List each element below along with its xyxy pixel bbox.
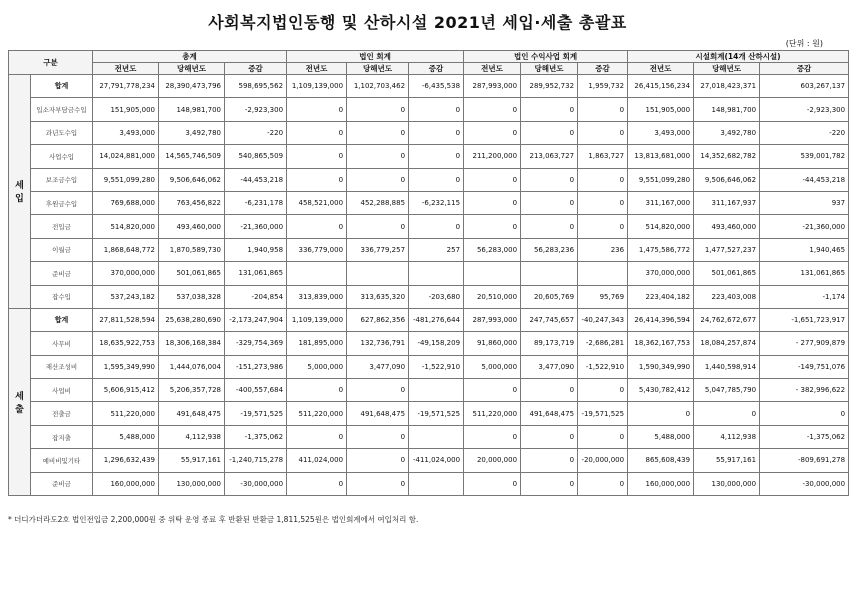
value-cell: -20,000,000 <box>578 449 628 472</box>
value-cell: -19,571,525 <box>225 402 287 425</box>
section-label: 세 입 <box>9 75 31 309</box>
header-group-total: 총계 <box>93 51 287 63</box>
header-row-subs <box>9 63 849 75</box>
value-cell: 0 <box>521 449 578 472</box>
header-sub-prev: 전년도 <box>628 63 694 75</box>
value-cell: 537,243,182 <box>93 285 159 308</box>
value-cell: -809,691,278 <box>760 449 849 472</box>
value-cell: 1,595,349,990 <box>93 355 159 378</box>
row-label: 전출금 <box>31 402 93 425</box>
value-cell: 336,779,000 <box>287 238 347 261</box>
value-cell: 0 <box>347 98 409 121</box>
summary-table <box>8 50 849 496</box>
table-row <box>9 402 849 425</box>
value-cell: 4,112,938 <box>159 425 225 448</box>
value-cell: 0 <box>464 98 521 121</box>
value-cell: 9,551,099,280 <box>628 168 694 191</box>
value-cell: 1,863,727 <box>578 145 628 168</box>
value-cell: 0 <box>578 98 628 121</box>
table-row <box>9 262 849 285</box>
table-row <box>9 308 849 331</box>
value-cell: 411,024,000 <box>287 449 347 472</box>
value-cell: 28,390,473,796 <box>159 75 225 98</box>
table-row <box>9 98 849 121</box>
value-cell: 0 <box>464 191 521 214</box>
header-sub-curr: 당해년도 <box>521 63 578 75</box>
value-cell: 0 <box>347 379 409 402</box>
value-cell: 14,565,746,509 <box>159 145 225 168</box>
row-label: 예비비및기타 <box>31 449 93 472</box>
value-cell: -481,276,644 <box>409 308 464 331</box>
value-cell: 130,000,000 <box>159 472 225 495</box>
value-cell: 5,000,000 <box>464 355 521 378</box>
value-cell <box>409 425 464 448</box>
value-cell: -400,557,684 <box>225 379 287 402</box>
value-cell: 0 <box>521 121 578 144</box>
value-cell: 289,952,732 <box>521 75 578 98</box>
value-cell: 0 <box>347 168 409 191</box>
row-label: 준비금 <box>31 472 93 495</box>
value-cell: -1,651,723,917 <box>760 308 849 331</box>
value-cell: 9,551,099,280 <box>93 168 159 191</box>
value-cell: 4,112,938 <box>694 425 760 448</box>
value-cell: 540,865,509 <box>225 145 287 168</box>
value-cell: 1,477,527,237 <box>694 238 760 261</box>
value-cell: -203,680 <box>409 285 464 308</box>
value-cell: - 382,996,622 <box>760 379 849 402</box>
value-cell: 458,521,000 <box>287 191 347 214</box>
value-cell: 311,167,937 <box>694 191 760 214</box>
value-cell: -30,000,000 <box>760 472 849 495</box>
value-cell: 56,283,236 <box>521 238 578 261</box>
value-cell: 3,492,780 <box>694 121 760 144</box>
header-sub-prev: 전년도 <box>93 63 159 75</box>
value-cell: -21,360,000 <box>760 215 849 238</box>
value-cell: 287,993,000 <box>464 75 521 98</box>
value-cell: 0 <box>409 145 464 168</box>
value-cell <box>287 262 347 285</box>
value-cell: 27,811,528,594 <box>93 308 159 331</box>
header-sub-prev: 전년도 <box>287 63 347 75</box>
value-cell: 0 <box>521 191 578 214</box>
value-cell: -151,273,986 <box>225 355 287 378</box>
unit-label: (단위 : 원) <box>785 39 823 48</box>
value-cell: 937 <box>760 191 849 214</box>
header-group-facility: 시설회계(14개 산하시설) <box>628 51 849 63</box>
value-cell: 0 <box>464 379 521 402</box>
value-cell: 26,415,156,234 <box>628 75 694 98</box>
value-cell: 1,590,349,990 <box>628 355 694 378</box>
value-cell: -1,375,062 <box>760 425 849 448</box>
value-cell: 493,460,000 <box>159 215 225 238</box>
value-cell: 0 <box>521 168 578 191</box>
value-cell: 0 <box>409 121 464 144</box>
value-cell <box>409 379 464 402</box>
value-cell: 0 <box>347 145 409 168</box>
value-cell: 1,870,589,730 <box>159 238 225 261</box>
value-cell: 313,839,000 <box>287 285 347 308</box>
row-label: 재산조성비 <box>31 355 93 378</box>
value-cell: 1,109,139,000 <box>287 75 347 98</box>
value-cell: 5,206,357,728 <box>159 379 225 402</box>
value-cell: 5,047,785,790 <box>694 379 760 402</box>
value-cell: 0 <box>287 472 347 495</box>
value-cell: -2,173,247,904 <box>225 308 287 331</box>
value-cell: 1,109,139,000 <box>287 308 347 331</box>
value-cell: 160,000,000 <box>628 472 694 495</box>
value-cell: 18,635,922,753 <box>93 332 159 355</box>
value-cell: 160,000,000 <box>93 472 159 495</box>
value-cell: 0 <box>287 379 347 402</box>
table-row <box>9 215 849 238</box>
value-cell: 18,084,257,874 <box>694 332 760 355</box>
value-cell: 223,404,182 <box>628 285 694 308</box>
header-sub-diff: 증감 <box>760 63 849 75</box>
value-cell: -1,375,062 <box>225 425 287 448</box>
value-cell: 493,460,000 <box>694 215 760 238</box>
value-cell: 223,403,008 <box>694 285 760 308</box>
value-cell: -204,854 <box>225 285 287 308</box>
value-cell: 1,444,076,004 <box>159 355 225 378</box>
table-row <box>9 75 849 98</box>
section-label: 세 출 <box>9 308 31 495</box>
value-cell: - 277,909,879 <box>760 332 849 355</box>
value-cell: 0 <box>760 402 849 425</box>
value-cell: 0 <box>578 472 628 495</box>
value-cell: 0 <box>287 98 347 121</box>
value-cell: 9,506,646,062 <box>694 168 760 191</box>
value-cell: 311,167,000 <box>628 191 694 214</box>
value-cell: 511,220,000 <box>93 402 159 425</box>
value-cell: 0 <box>694 402 760 425</box>
value-cell: 0 <box>521 215 578 238</box>
value-cell: 148,981,700 <box>694 98 760 121</box>
value-cell: 236 <box>578 238 628 261</box>
value-cell <box>409 472 464 495</box>
value-cell <box>347 262 409 285</box>
value-cell <box>521 262 578 285</box>
value-cell: 370,000,000 <box>628 262 694 285</box>
header-group-corp: 법인 회계 <box>287 51 464 63</box>
header-group-profit: 법인 수익사업 회계 <box>464 51 628 63</box>
value-cell: 0 <box>409 168 464 191</box>
value-cell: 769,688,000 <box>93 191 159 214</box>
value-cell: -1,522,910 <box>578 355 628 378</box>
value-cell: 14,024,881,000 <box>93 145 159 168</box>
value-cell: 3,492,780 <box>159 121 225 144</box>
value-cell: 5,488,000 <box>628 425 694 448</box>
value-cell: 213,063,727 <box>521 145 578 168</box>
header-sub-diff: 증감 <box>578 63 628 75</box>
value-cell: 20,605,769 <box>521 285 578 308</box>
value-cell: 539,001,782 <box>760 145 849 168</box>
value-cell: 9,506,646,062 <box>159 168 225 191</box>
value-cell: -40,247,343 <box>578 308 628 331</box>
footnote: * 더디가더라도2호 법인전입금 2,200,000원 중 위탁 운영 종료 후 반환된 반환금 1,811,525원은 법인회계에서 여입처리 함. <box>8 515 419 524</box>
value-cell: 91,860,000 <box>464 332 521 355</box>
value-cell: 257 <box>409 238 464 261</box>
value-cell: 313,635,320 <box>347 285 409 308</box>
value-cell: 0 <box>409 215 464 238</box>
value-cell: 287,993,000 <box>464 308 521 331</box>
value-cell: 603,267,137 <box>760 75 849 98</box>
value-cell: -411,024,000 <box>409 449 464 472</box>
value-cell: 1,102,703,462 <box>347 75 409 98</box>
table-row <box>9 238 849 261</box>
value-cell: 3,493,000 <box>93 121 159 144</box>
value-cell: 0 <box>347 215 409 238</box>
value-cell: 0 <box>628 402 694 425</box>
value-cell: 56,283,000 <box>464 238 521 261</box>
value-cell: 0 <box>287 168 347 191</box>
value-cell: 370,000,000 <box>93 262 159 285</box>
value-cell: 0 <box>578 168 628 191</box>
value-cell: 5,606,915,412 <box>93 379 159 402</box>
table-row <box>9 449 849 472</box>
value-cell: 0 <box>464 215 521 238</box>
row-label: 잡지출 <box>31 425 93 448</box>
row-label: 준비금 <box>31 262 93 285</box>
table-row <box>9 379 849 402</box>
value-cell: 211,200,000 <box>464 145 521 168</box>
row-label: 사업수입 <box>31 145 93 168</box>
value-cell: 511,220,000 <box>464 402 521 425</box>
value-cell: -19,571,525 <box>578 402 628 425</box>
row-label: 입소자부담금수입 <box>31 98 93 121</box>
table-row <box>9 355 849 378</box>
value-cell: 0 <box>578 191 628 214</box>
table-row <box>9 168 849 191</box>
table-row <box>9 145 849 168</box>
header-sub-prev: 전년도 <box>464 63 521 75</box>
value-cell: 20,000,000 <box>464 449 521 472</box>
value-cell: 0 <box>578 425 628 448</box>
value-cell: -49,158,209 <box>409 332 464 355</box>
value-cell: 1,296,632,439 <box>93 449 159 472</box>
row-label: 전입금 <box>31 215 93 238</box>
header-gubun: 구분 <box>9 51 93 75</box>
value-cell: -1,522,910 <box>409 355 464 378</box>
value-cell: 5,000,000 <box>287 355 347 378</box>
page-title: 사회복지법인동행 및 산하시설 2021년 세입·세출 총괄표 <box>208 13 627 32</box>
value-cell: -149,751,076 <box>760 355 849 378</box>
value-cell: 0 <box>347 472 409 495</box>
value-cell: 452,288,885 <box>347 191 409 214</box>
row-label: 합계 <box>31 308 93 331</box>
value-cell: 0 <box>347 121 409 144</box>
value-cell: 0 <box>409 98 464 121</box>
value-cell: 0 <box>521 98 578 121</box>
table-row <box>9 121 849 144</box>
value-cell: 0 <box>521 472 578 495</box>
value-cell: -21,360,000 <box>225 215 287 238</box>
header-sub-diff: 증감 <box>225 63 287 75</box>
table-row <box>9 191 849 214</box>
value-cell: 1,868,648,772 <box>93 238 159 261</box>
value-cell: 491,648,475 <box>159 402 225 425</box>
table-row <box>9 425 849 448</box>
value-cell: -6,435,538 <box>409 75 464 98</box>
value-cell: 95,769 <box>578 285 628 308</box>
value-cell: 13,813,681,000 <box>628 145 694 168</box>
value-cell: -1,240,715,278 <box>225 449 287 472</box>
value-cell: 151,905,000 <box>628 98 694 121</box>
value-cell: 5,488,000 <box>93 425 159 448</box>
value-cell: 514,820,000 <box>93 215 159 238</box>
row-label: 후원금수입 <box>31 191 93 214</box>
table-row <box>9 332 849 355</box>
value-cell: 131,061,865 <box>760 262 849 285</box>
value-cell: 0 <box>521 425 578 448</box>
value-cell: 491,648,475 <box>347 402 409 425</box>
header-sub-curr: 당해년도 <box>347 63 409 75</box>
value-cell: 537,038,328 <box>159 285 225 308</box>
value-cell: 148,981,700 <box>159 98 225 121</box>
value-cell: 511,220,000 <box>287 402 347 425</box>
value-cell: 89,173,719 <box>521 332 578 355</box>
value-cell <box>578 262 628 285</box>
value-cell: 0 <box>521 379 578 402</box>
row-label: 보조금수입 <box>31 168 93 191</box>
value-cell: 0 <box>464 121 521 144</box>
value-cell: 181,895,000 <box>287 332 347 355</box>
value-cell: 0 <box>578 121 628 144</box>
value-cell: 0 <box>578 215 628 238</box>
value-cell: 132,736,791 <box>347 332 409 355</box>
value-cell: 1,475,586,772 <box>628 238 694 261</box>
value-cell: 247,745,657 <box>521 308 578 331</box>
value-cell: 0 <box>287 145 347 168</box>
value-cell <box>464 262 521 285</box>
value-cell: 491,648,475 <box>521 402 578 425</box>
value-cell: 1,440,598,914 <box>694 355 760 378</box>
value-cell: -30,000,000 <box>225 472 287 495</box>
value-cell: -220 <box>760 121 849 144</box>
value-cell <box>409 262 464 285</box>
table-row <box>9 472 849 495</box>
value-cell: 25,638,280,690 <box>159 308 225 331</box>
row-label: 사무비 <box>31 332 93 355</box>
value-cell: 1,959,732 <box>578 75 628 98</box>
value-cell: 598,695,562 <box>225 75 287 98</box>
value-cell: 130,000,000 <box>694 472 760 495</box>
row-label: 잡수입 <box>31 285 93 308</box>
value-cell: 627,862,356 <box>347 308 409 331</box>
value-cell: -220 <box>225 121 287 144</box>
value-cell: -44,453,218 <box>225 168 287 191</box>
value-cell: 18,362,167,753 <box>628 332 694 355</box>
value-cell: 5,430,782,412 <box>628 379 694 402</box>
value-cell: 0 <box>287 121 347 144</box>
value-cell: -2,923,300 <box>225 98 287 121</box>
value-cell: 0 <box>287 425 347 448</box>
value-cell: 0 <box>464 425 521 448</box>
value-cell: 18,306,168,384 <box>159 332 225 355</box>
value-cell: 865,608,439 <box>628 449 694 472</box>
value-cell: 501,061,865 <box>694 262 760 285</box>
value-cell: 336,779,257 <box>347 238 409 261</box>
header-row-groups <box>9 51 849 63</box>
value-cell: -2,686,281 <box>578 332 628 355</box>
value-cell: 3,477,090 <box>347 355 409 378</box>
value-cell: 14,352,682,782 <box>694 145 760 168</box>
value-cell: 0 <box>578 379 628 402</box>
value-cell: 131,061,865 <box>225 262 287 285</box>
value-cell: 1,940,465 <box>760 238 849 261</box>
value-cell: 501,061,865 <box>159 262 225 285</box>
value-cell: 27,018,423,371 <box>694 75 760 98</box>
value-cell: -6,232,115 <box>409 191 464 214</box>
table-row <box>9 285 849 308</box>
value-cell: 0 <box>347 425 409 448</box>
value-cell: 0 <box>464 472 521 495</box>
value-cell: -19,571,525 <box>409 402 464 425</box>
value-cell: 151,905,000 <box>93 98 159 121</box>
value-cell: -329,754,369 <box>225 332 287 355</box>
header-sub-curr: 당해년도 <box>159 63 225 75</box>
value-cell: 24,762,672,677 <box>694 308 760 331</box>
value-cell: -6,231,178 <box>225 191 287 214</box>
value-cell: 26,414,396,594 <box>628 308 694 331</box>
value-cell: 27,791,778,234 <box>93 75 159 98</box>
row-label: 사업비 <box>31 379 93 402</box>
value-cell: 0 <box>347 449 409 472</box>
value-cell: 0 <box>464 168 521 191</box>
value-cell: -2,923,300 <box>760 98 849 121</box>
value-cell: 514,820,000 <box>628 215 694 238</box>
header-sub-curr: 당해년도 <box>694 63 760 75</box>
value-cell: 55,917,161 <box>694 449 760 472</box>
value-cell: -44,453,218 <box>760 168 849 191</box>
value-cell: 3,477,090 <box>521 355 578 378</box>
table-body <box>9 75 849 496</box>
row-label: 이월금 <box>31 238 93 261</box>
value-cell: 1,940,958 <box>225 238 287 261</box>
value-cell: 20,510,000 <box>464 285 521 308</box>
row-label: 과년도수입 <box>31 121 93 144</box>
value-cell: 763,456,822 <box>159 191 225 214</box>
row-label: 합계 <box>31 75 93 98</box>
value-cell: 0 <box>287 215 347 238</box>
value-cell: 3,493,000 <box>628 121 694 144</box>
value-cell: 55,917,161 <box>159 449 225 472</box>
header-sub-diff: 증감 <box>409 63 464 75</box>
value-cell: -1,174 <box>760 285 849 308</box>
